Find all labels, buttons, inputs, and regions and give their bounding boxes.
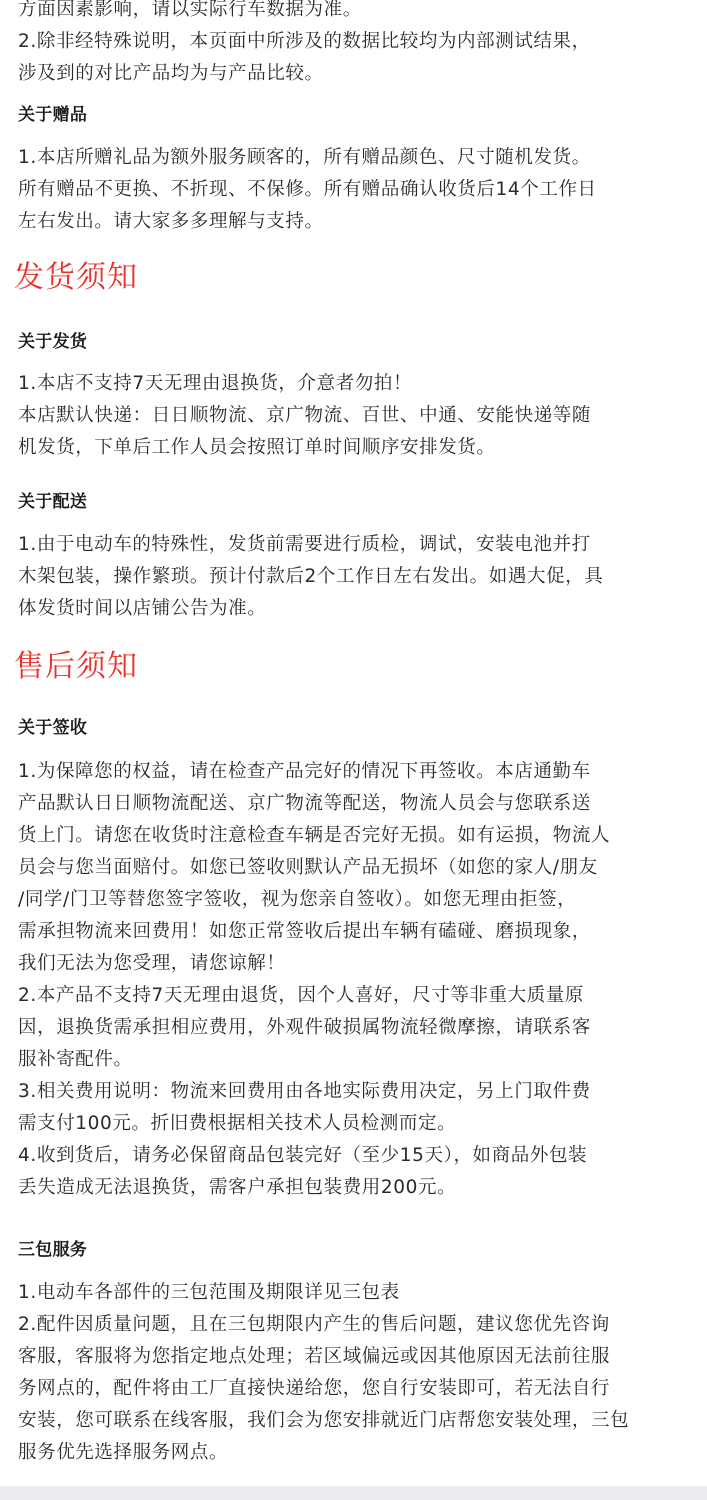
warranty-heading: 三包服务	[18, 1240, 88, 1260]
text-line: 涉及到的对比产品均为与产品比较。	[18, 63, 324, 84]
text-line: 方面因素影响，请以实际行车数据为准。	[18, 0, 362, 20]
section-title-after-sales: 售后须知	[14, 649, 138, 684]
text-line: 服务优先选择服务网点。	[18, 1442, 229, 1463]
text-line: 1.本店不支持7天无理由退换货，介意者勿拍！	[18, 373, 413, 394]
text-line: 4.收到货后，请务必保留商品包装完好（至少15天），如商品外包装	[18, 1145, 588, 1166]
text-line: 安装，您可联系在线客服，我们会为您安排就近门店帮您安装处理，三包	[18, 1410, 630, 1431]
text-line: 1.本店所赠礼品为额外服务顾客的，所有赠品颜色、尺寸随机发货。	[18, 147, 591, 168]
text-line: 需承担物流来回费用！如您正常签收后提出车辆有磕碰、磨损现象，	[18, 921, 592, 942]
text-line: 因，退换货需承担相应费用，外观件破损属物流轻微摩擦，请联系客	[18, 1017, 592, 1038]
text-line: 务网点的，配件将由工厂直接快递给您，您自行安装即可，若无法自行	[18, 1378, 611, 1399]
text-line: 2.配件因质量问题，且在三包期限内产生的售后问题，建议您优先咨询	[18, 1314, 610, 1335]
text-line: 所有赠品不更换、不折现、不保修。所有赠品确认收货后14个工作日	[18, 179, 597, 200]
text-line: 2.本产品不支持7天无理由退货，因个人喜好，尺寸等非重大质量原	[18, 985, 585, 1006]
text-line: 木架包装，操作繁琐。预计付款后2个工作日左右发出。如遇大促，具	[18, 566, 604, 587]
gifts-heading: 关于赠品	[18, 105, 88, 125]
text-line: 2.除非经特殊说明，本页面中所涉及的数据比较均为内部测试结果，	[18, 31, 591, 52]
text-line: 1.电动车各部件的三包范围及期限详见三包表	[18, 1282, 400, 1303]
about-delivery-heading: 关于配送	[18, 492, 88, 512]
text-line: 本店默认快递：日日顺物流、京广物流、百世、中通、安能快递等随	[18, 405, 592, 426]
text-line: 客服，客服将为您指定地点处理；若区域偏远或因其他原因无法前往服	[18, 1346, 611, 1367]
text-line: 机发货，下单后工作人员会按照订单时间顺序安排发货。	[18, 437, 496, 458]
section-title-shipping: 发货须知	[14, 260, 138, 295]
text-line: 1.由于电动车的特殊性，发货前需要进行质检，调试，安装电池并打	[18, 534, 591, 555]
text-line: 3.相关费用说明：物流来回费用由各地实际费用决定，另上门取件费	[18, 1081, 591, 1102]
text-line: 服补寄配件。	[18, 1049, 133, 1070]
text-line: 我们无法为您受理，请您谅解！	[18, 953, 286, 974]
about-shipping-text	[18, 368, 690, 464]
text-line: 需支付100元。折旧费根据相关技术人员检测而定。	[18, 1113, 457, 1134]
text-line: 货上门。请您在收货时注意检查车辆是否完好无损。如有运损，物流人	[18, 825, 611, 846]
about-shipping-heading: 关于发货	[18, 332, 88, 352]
text-line: 丢失造成无法退换货，需客户承担包装费用200元。	[18, 1177, 457, 1198]
text-line: 左右发出。请大家多多理解与支持。	[18, 211, 324, 232]
warranty-text	[18, 1277, 690, 1469]
text-line: 产品默认日日顺物流配送、京广物流等配送，物流人员会与您联系送	[18, 793, 592, 814]
about-delivery-text	[18, 529, 690, 625]
text-line: 员会与您当面赔付。如您已签收则默认产品无损坏（如您的家人/朋友	[18, 857, 598, 878]
text-line: 体发货时间以店铺公告为准。	[18, 598, 267, 619]
gifts-text	[18, 142, 690, 238]
about-receipt-heading: 关于签收	[18, 718, 88, 738]
text-line: /同学/门卫等替您签字签收，视为您亲自签收）。如您无理由拒签，	[18, 889, 577, 910]
text-line: 1.为保障您的权益，请在检查产品完好的情况下再签收。本店通勤车	[18, 761, 591, 782]
about-receipt-text	[18, 756, 690, 1204]
bottom-divider	[0, 1486, 707, 1500]
top-notes	[18, 0, 690, 90]
